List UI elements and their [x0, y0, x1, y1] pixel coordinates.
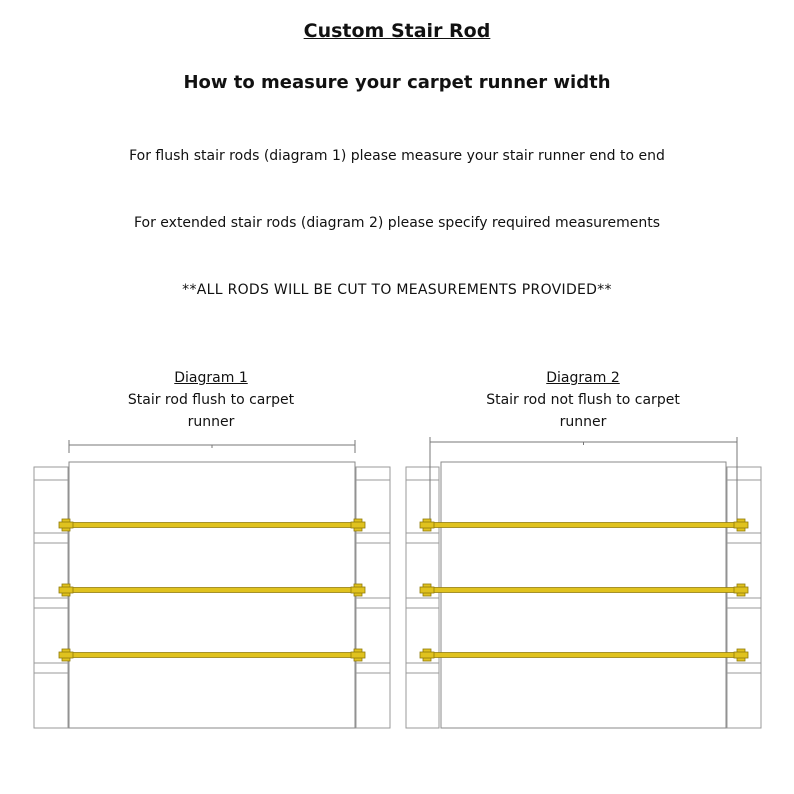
bracket-finial: [734, 587, 748, 593]
diagram-2-drawing: [406, 437, 761, 728]
instruction-flush: For flush stair rods (diagram 1) please measure your stair runner end to end: [129, 148, 665, 164]
bracket-finial: [351, 587, 365, 593]
warning-note: **ALL RODS WILL BE CUT TO MEASUREMENTS PROVIDED**: [182, 282, 612, 298]
bracket-finial: [420, 652, 434, 658]
page-title: Custom Stair Rod: [303, 20, 491, 42]
bracket-finial: [420, 522, 434, 528]
bracket-finial: [351, 522, 365, 528]
bracket-finial: [351, 652, 365, 658]
page-subtitle: How to measure your carpet runner width: [183, 72, 611, 93]
bracket-finial: [420, 587, 434, 593]
carpet-runner: [69, 462, 355, 728]
diagram-2-caption-line1: Stair rod not flush to carpet: [486, 392, 680, 408]
rod-bar: [427, 588, 741, 593]
rod-bar: [427, 523, 741, 528]
carpet-runner: [441, 462, 726, 728]
bracket-finial: [734, 652, 748, 658]
bracket-finial: [59, 652, 73, 658]
diagram-1-drawing: [34, 440, 390, 728]
rod-bar: [66, 523, 358, 528]
rod-bar: [66, 588, 358, 593]
diagram-2-heading: Diagram 2: [546, 370, 620, 386]
bracket-finial: [59, 522, 73, 528]
bracket-finial: [59, 587, 73, 593]
diagram-1-caption-line1: Stair rod flush to carpet: [127, 392, 295, 408]
diagram-1-caption-line2: runner: [187, 414, 235, 430]
bracket-finial: [734, 522, 748, 528]
diagram-1-heading: Diagram 1: [174, 370, 248, 386]
rod-bar: [427, 653, 741, 658]
diagram-2-caption-line2: runner: [559, 414, 607, 430]
instruction-extended: For extended stair rods (diagram 2) please specify required measurements: [133, 215, 661, 231]
rod-bar: [66, 653, 358, 658]
